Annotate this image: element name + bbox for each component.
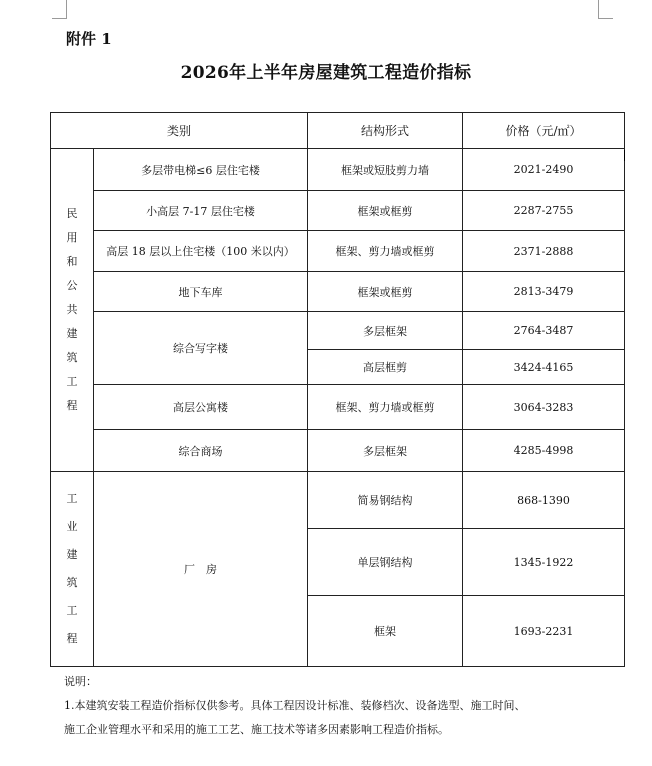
row-structure: 简易钢结构 xyxy=(308,472,463,529)
row-price: 3424-4165 xyxy=(463,350,625,385)
row-category: 综合商场 xyxy=(94,430,308,472)
row-category: 多层带电梯≤6 层住宅楼 xyxy=(94,149,308,191)
row-structure: 多层框架 xyxy=(308,312,463,350)
group-char: 工 xyxy=(66,375,78,388)
group-char: 筑 xyxy=(66,351,78,364)
group-char: 公 xyxy=(66,279,78,292)
header-category: 类别 xyxy=(51,113,308,149)
row-structure: 多层框架 xyxy=(308,430,463,472)
row-structure: 高层框剪 xyxy=(308,350,463,385)
row-structure: 框架或框剪 xyxy=(308,272,463,312)
row-price: 3064-3283 xyxy=(463,385,625,430)
group-char: 建 xyxy=(66,327,78,340)
row-category: 地下车库 xyxy=(94,272,308,312)
table-row xyxy=(51,149,625,191)
text-cursor xyxy=(624,150,625,161)
group-char: 业 xyxy=(66,520,78,533)
table-header-row xyxy=(51,113,625,149)
row-category: 小高层 7-17 层住宅楼 xyxy=(94,191,308,231)
row-structure: 框架、剪力墙或框剪 xyxy=(308,385,463,430)
group-char: 共 xyxy=(66,303,78,316)
group-char: 工 xyxy=(66,604,78,617)
table-row xyxy=(51,272,625,312)
row-category: 综合写字楼 xyxy=(94,312,308,385)
row-price: 2021-2490 xyxy=(463,149,625,191)
group-char: 建 xyxy=(66,548,78,561)
group-char: 筑 xyxy=(66,576,78,589)
row-price: 2764-3487 xyxy=(463,312,625,350)
row-category: 厂 房 xyxy=(94,472,308,667)
document-title: 2026年上半年房屋建筑工程造价指标 xyxy=(180,63,472,83)
group-label-industrial xyxy=(51,472,94,667)
table-row xyxy=(51,430,625,472)
page-corner-mark-right xyxy=(598,0,613,19)
group-char: 程 xyxy=(66,399,78,412)
row-price: 2287-2755 xyxy=(463,191,625,231)
table-row xyxy=(51,231,625,272)
group-char: 民 xyxy=(66,207,78,220)
group-label-civil xyxy=(51,149,94,472)
table-row xyxy=(51,191,625,231)
group-char: 和 xyxy=(66,255,78,268)
row-structure: 框架 xyxy=(308,596,463,667)
notes-line: 施工企业管理水平和采用的施工工艺、施工技术等诸多因素影响工程造价指标。 xyxy=(64,723,449,736)
notes-heading: 说明： xyxy=(64,675,97,688)
notes-line: 1.本建筑安装工程造价指标仅供参考。具体工程因设计标准、装修档次、设备选型、施工时间、 xyxy=(64,699,526,712)
group-char: 工 xyxy=(66,492,78,505)
notes-section xyxy=(64,670,624,742)
attachment-label: 附件 1 xyxy=(66,30,112,48)
row-price: 4285-4998 xyxy=(463,430,625,472)
row-structure: 框架或框剪 xyxy=(308,191,463,231)
row-price: 1345-1922 xyxy=(463,529,625,596)
header-price: 价格（元/㎡） xyxy=(463,113,625,149)
row-structure: 框架、剪力墙或框剪 xyxy=(308,231,463,272)
header-structure: 结构形式 xyxy=(308,113,463,149)
table-row xyxy=(51,312,625,350)
group-char: 用 xyxy=(66,231,78,244)
price-index-table xyxy=(50,112,625,667)
table-row xyxy=(51,472,625,529)
row-structure: 单层钢结构 xyxy=(308,529,463,596)
row-price: 2371-2888 xyxy=(463,231,625,272)
row-price: 868-1390 xyxy=(463,472,625,529)
row-structure: 框架或短肢剪力墙 xyxy=(308,149,463,191)
page-corner-mark-left xyxy=(52,0,67,19)
group-char: 程 xyxy=(66,632,78,645)
row-category: 高层公寓楼 xyxy=(94,385,308,430)
row-category: 高层 18 层以上住宅楼（100 米以内） xyxy=(94,231,308,272)
table-row xyxy=(51,385,625,430)
row-price: 1693-2231 xyxy=(463,596,625,667)
row-price: 2813-3479 xyxy=(463,272,625,312)
